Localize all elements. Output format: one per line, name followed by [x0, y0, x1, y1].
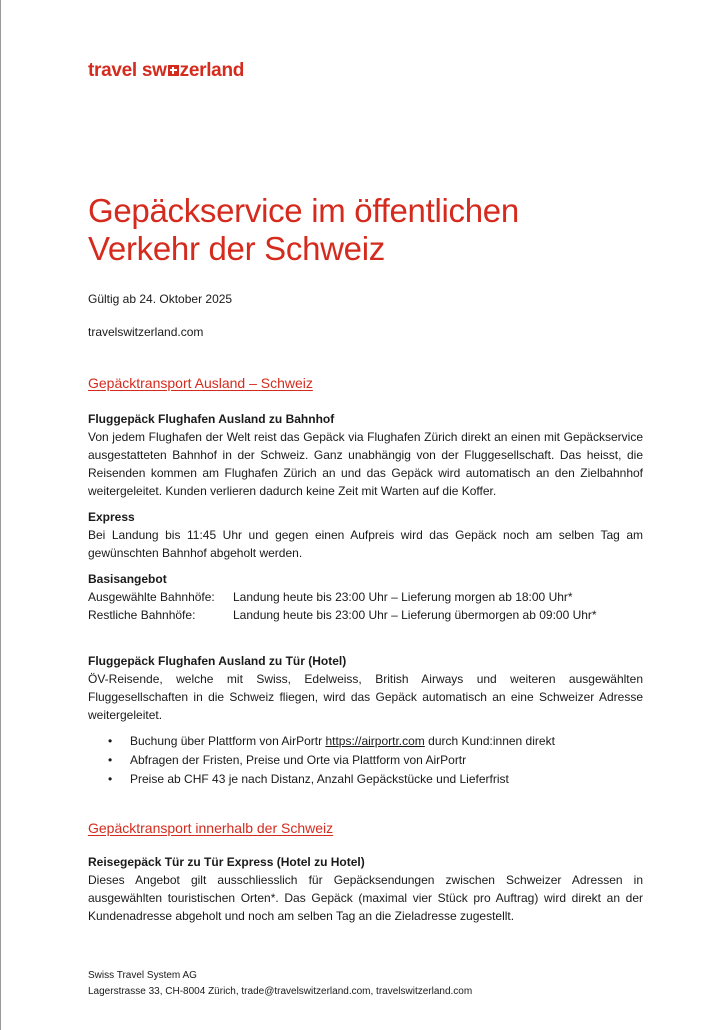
subheading-express: Express [88, 510, 135, 524]
footer-address: Lagerstrasse 33, CH-8004 Zürich, trade@travelswitzerland.com, travelswitzerland.com [88, 986, 473, 997]
section-heading-schweiz: Gepäcktransport innerhalb der Schweiz [88, 820, 334, 836]
swiss-cross-icon [168, 65, 179, 76]
title-line-2: Verkehr der Schweiz [88, 230, 385, 267]
basis-row [88, 606, 643, 624]
page-edge [0, 0, 1, 1030]
page-title [88, 192, 648, 268]
airportr-bullet-list [88, 732, 643, 789]
valid-from: Gültig ab 24. Oktober 2025 [88, 292, 233, 306]
bullet1-text-before: Buchung über Plattform von AirPortr [130, 734, 326, 748]
paragraph-flughafen-tuer: ÖV-Reisende, welche mit Swiss, Edelweiss, British Airways und weiteren ausgewählten Fluggesellschaften in die Schweiz fliegen, wird das Gepäck automatisch an eine Schweizer Adresse weitergeleitet. [88, 672, 643, 722]
basis-row [88, 588, 643, 606]
basis-row-value: Landung heute bis 23:00 Uhr – Lieferung übermorgen ab 09:00 Uhr* [233, 608, 597, 622]
logo-text-part1: travel sw [88, 60, 167, 81]
list-item: • Abfragen der Fristen, Preise und Orte via Plattform von AirPortr [106, 751, 643, 770]
footer-company: Swiss Travel System AG [88, 970, 197, 981]
section-heading-ausland: Gepäcktransport Ausland – Schweiz [88, 375, 313, 391]
title-line-1: Gepäckservice im öffentlichen [88, 192, 519, 229]
page-footer [88, 968, 472, 1000]
subheading-basisangebot: Basisangebot [88, 572, 167, 586]
paragraph-flughafen-bahnhof: Von jedem Flughafen der Welt reist das Gepäck via Flughafen Zürich direkt an einen mit Gepäckservice ausgestatteten Bahnhof in der Schweiz. Ganz unabhängig von der Fluggesellschaft. Das heisst, die Reisenden kommen am Flughafen Zürich an und das Gepäck wird automatisch an den Zielbahnhof weitergeleitet. Kunden verlieren dadurch keine Zeit mit Warten auf die Koffer. [88, 430, 643, 498]
list-item [106, 732, 643, 751]
main-content [88, 374, 643, 925]
subheading-flughafen-bahnhof: Fluggepäck Flughafen Ausland zu Bahnhof [88, 412, 335, 426]
subheading-tuer-zu-tuer: Reisegepäck Tür zu Tür Express (Hotel zu Hotel) [88, 855, 365, 869]
basis-row-value: Landung heute bis 23:00 Uhr – Lieferung morgen ab 18:00 Uhr* [233, 590, 573, 604]
paragraph-tuer-zu-tuer: Dieses Angebot gilt ausschliesslich für Gepäcksendungen zwischen Schweizer Adressen in ausgewählten touristischen Orten*. Das Gepäck (maximal vier Stück pro Auftrag) wird direkt an der Kundenadresse abgeholt und noch am selben Tag an die Zieladresse zugestellt. [88, 873, 643, 923]
bullet1-text-after: durch Kund:innen direkt [424, 734, 555, 748]
basis-row-label: Restliche Bahnhöfe: [88, 608, 196, 622]
paragraph-express: Bei Landung bis 11:45 Uhr und gegen einen Aufpreis wird das Gepäck noch am selben Tag am gewünschten Bahnhof abgeholt werden. [88, 528, 643, 560]
list-item: • Preise ab CHF 43 je nach Distanz, Anzahl Gepäckstücke und Lieferfrist [106, 770, 643, 789]
airportr-link[interactable]: https://airportr.com [325, 734, 425, 748]
travel-switzerland-logo [88, 60, 244, 82]
logo-text-part2: zerland [179, 60, 245, 81]
basis-row-label: Ausgewählte Bahnhöfe: [88, 590, 215, 604]
website-text: travelswitzerland.com [88, 325, 204, 339]
subheading-flughafen-tuer: Fluggepäck Flughafen Ausland zu Tür (Hotel) [88, 654, 347, 668]
